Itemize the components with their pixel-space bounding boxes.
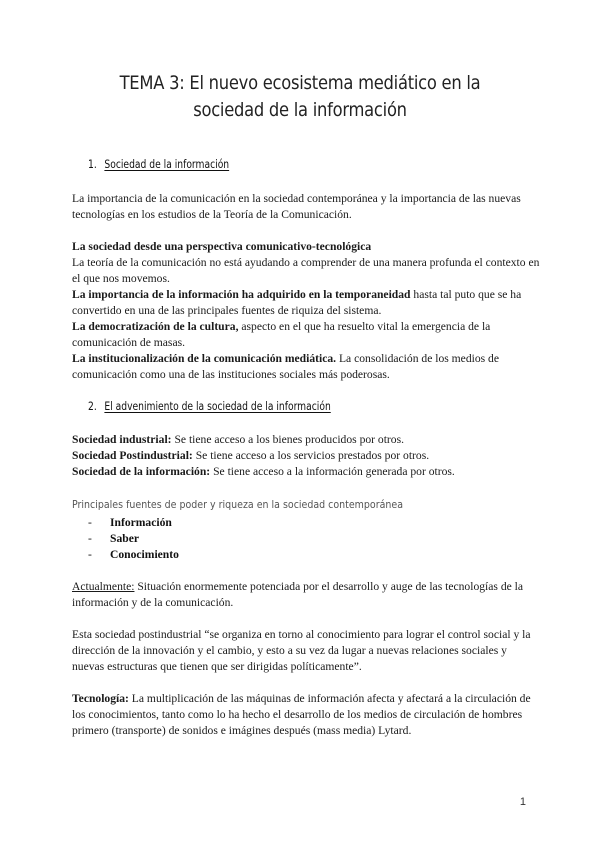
page-number: 1 <box>519 796 526 808</box>
section-2-number: 2. <box>88 400 97 413</box>
paragraph-theory: La teoría de la comunicación no está ayudando a comprender de una manera profunda el contexto en el que nos movemos. <box>72 256 540 285</box>
society-information: Sociedad de la información: Se tiene acceso a la información generada por otros. <box>72 465 455 478</box>
paragraph-institution: La institucionalización de la comunicación mediática. La consolidación de los medios de comunicación como una de las instituciones sociales más poderosas. <box>72 352 499 381</box>
paragraph-technology: Tecnología: La multiplicación de las máquinas de información afecta y afectará a la circulación de los conocimientos, tanto como lo ha hecho el desarrollo de los medios de circulación de hombres primero (transporte) de sonidos e imágines después (mass media) Lytard. <box>72 692 531 737</box>
list-item: - Saber <box>88 532 139 545</box>
section-1-heading <box>88 158 229 171</box>
section-1-heading-text: Sociedad de la información <box>104 158 230 171</box>
list-item: - Conocimiento <box>88 548 179 561</box>
paragraph-actualmente: Actualmente: Situación enormemente potenciada por el desarrollo y auge de las tecnologías de la información y de la comunicación. <box>72 580 524 609</box>
paragraph-culture: La democratización de la cultura, aspecto en el que ha resuelto vital la emergencia de la comunicación de masas. <box>72 320 491 349</box>
perspective-heading: La sociedad desde una perspectiva comunicativo-tecnológica <box>72 240 372 253</box>
list-item: - Información <box>88 516 172 529</box>
power-sources-subtitle: Principales fuentes de poder y riqueza en la sociedad contemporánea <box>72 498 403 511</box>
section-1-block <box>72 239 542 383</box>
society-postindustrial: Sociedad Postindustrial: Se tiene acceso a los servicios prestados por otros. <box>72 449 430 462</box>
section-2-heading-text: El advenimiento de la sociedad de la información <box>104 400 331 413</box>
section-2-heading <box>88 400 331 413</box>
paragraph-information: La importancia de la información ha adquirido en la temporaneidad hasta tal puto que se ha convertido en una de las principales fuentes de riquiza del sistema. <box>72 288 522 317</box>
section-1-number: 1. <box>88 158 97 171</box>
society-industrial: Sociedad industrial: Se tiene acceso a los bienes producidos por otros. <box>72 433 405 446</box>
paragraph-quote: Esta sociedad postindustrial “se organiza en torno al conocimiento para lograr el control social y la dirección de la innovación y el cambio, y esto a su vez da lugar a nuevas relaciones sociales y nuevas estructuras que tienen que ser dirigidas políticamente”. <box>72 628 531 673</box>
power-sources-list <box>88 515 179 563</box>
society-types <box>72 432 542 480</box>
section-1-intro: La importancia de la comunicación en la sociedad contemporánea y la importancia de las nuevas tecnologías en los estudios de la Teoría de la Comunicación. <box>72 192 521 221</box>
document-title: TEMA 3: El nuevo ecosistema mediático en la sociedad de la información <box>119 72 481 121</box>
